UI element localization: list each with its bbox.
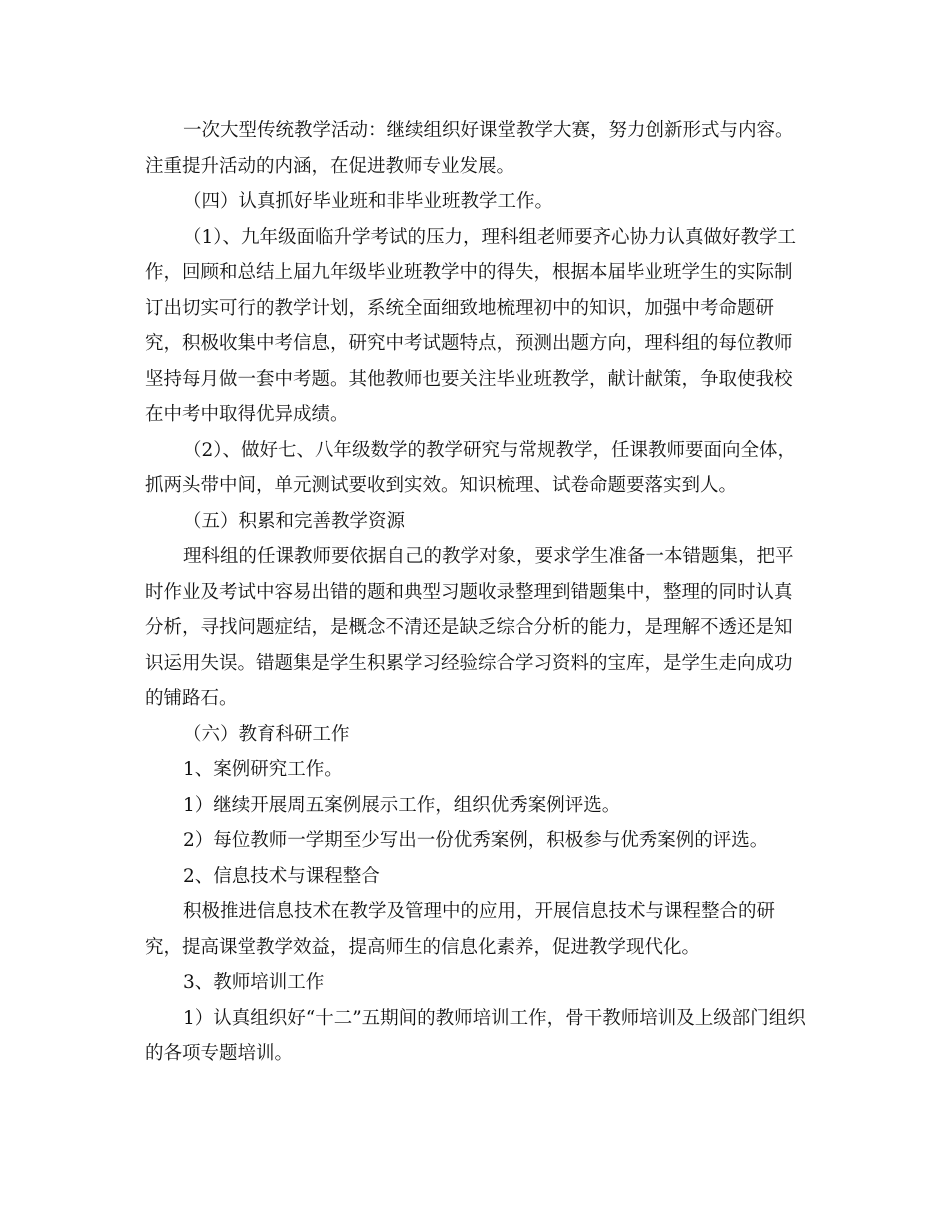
paragraph-grade9 xyxy=(145,220,810,433)
text-line: 一次大型传统教学活动：继续组织好课堂教学大赛，努力创新形式与内容。 xyxy=(183,120,794,141)
paragraph-it-integration xyxy=(145,894,810,965)
text-line: （2）、做好七、八年级数学的教学研究与常规教学，任课教师要面向全体， xyxy=(183,439,797,461)
text-line: 作，回顾和总结上届九年级毕业班教学中的得失，根据本届毕业班学生的实际制 xyxy=(145,262,793,283)
text-line: （1）、九年级面临升学考试的压力，理科组老师要齐心协力认真做好教学工 xyxy=(183,226,797,248)
text-line: 2、信息技术与课程整合 xyxy=(183,865,380,887)
list-item-case-2 xyxy=(145,823,810,859)
text-line: 积极推进信息技术在教学及管理中的应用，开展信息技术与课程整合的研 xyxy=(183,901,776,922)
text-line: 订出切实可行的教学计划，系统全面细致地梳理初中的知识，加强中考命题研 xyxy=(145,297,775,319)
text-line: 注重提升活动的内涵，在促进教师专业发展。 xyxy=(145,155,516,177)
text-line: 2）每位教师一学期至少写出一份优秀案例，积极参与优秀案例的评选。 xyxy=(183,830,769,851)
text-line: 3、教师培训工作 xyxy=(183,972,325,993)
subheading-case-study xyxy=(145,752,810,788)
subheading-it-integration xyxy=(145,859,810,895)
text-line: （六）教育科研工作 xyxy=(183,723,350,745)
list-item-case-1 xyxy=(145,788,810,824)
text-line: 坚持每月做一套中考题。其他教师也要关注毕业班教学，献计献策，争取使我校 xyxy=(145,368,793,390)
text-line: 时作业及考试中容易出错的题和典型习题收录整理到错题集中，整理的同时认真 xyxy=(145,581,793,603)
text-line: 在中考中取得优异成绩。 xyxy=(145,404,349,425)
list-item-training-1 xyxy=(145,1001,810,1072)
section-heading-4 xyxy=(145,184,810,220)
text-line: 究，提高课堂教学效益，提高师生的信息化素养，促进教学现代化。 xyxy=(145,936,701,958)
paragraph-error-collection xyxy=(145,539,810,717)
text-line: 1、案例研究工作。 xyxy=(183,759,343,780)
text-line: 1）认真组织好“十二”五期间的教师培训工作，骨干教师培训及上级部门组织 xyxy=(183,1007,806,1029)
text-line: 识运用失误。错题集是学生积累学习经验综合学习资料的宝库，是学生走向成功 xyxy=(145,652,793,674)
section-heading-5 xyxy=(145,504,810,540)
document-body xyxy=(145,113,810,1072)
section-heading-6 xyxy=(145,717,810,753)
text-line: （五）积累和完善教学资源 xyxy=(183,510,406,532)
text-line: 的各项专题培训。 xyxy=(145,1043,294,1064)
subheading-teacher-training xyxy=(145,965,810,1001)
paragraph-classroom-contest xyxy=(145,113,810,184)
text-line: 抓两头带中间，单元测试要收到实效。知识梳理、试卷命题要落实到人。 xyxy=(145,475,738,496)
text-line: 1）继续开展周五案例展示工作，组织优秀案例评选。 xyxy=(183,794,621,816)
paragraph-grade7-8 xyxy=(145,433,810,504)
text-line: 理科组的任课教师要依据自己的教学对象，要求学生准备一本错题集，把平 xyxy=(183,546,794,567)
text-line: 的铺路石。 xyxy=(145,688,238,709)
text-line: 究，积极收集中考信息，研究中考试题特点，预测出题方向，理科组的每位教师 xyxy=(145,333,793,354)
text-line: 分析，寻找问题症结，是概念不清还是缺乏综合分析的能力，是理解不透还是知 xyxy=(145,617,793,638)
text-line: （四）认真抓好毕业班和非毕业班教学工作。 xyxy=(183,191,554,212)
